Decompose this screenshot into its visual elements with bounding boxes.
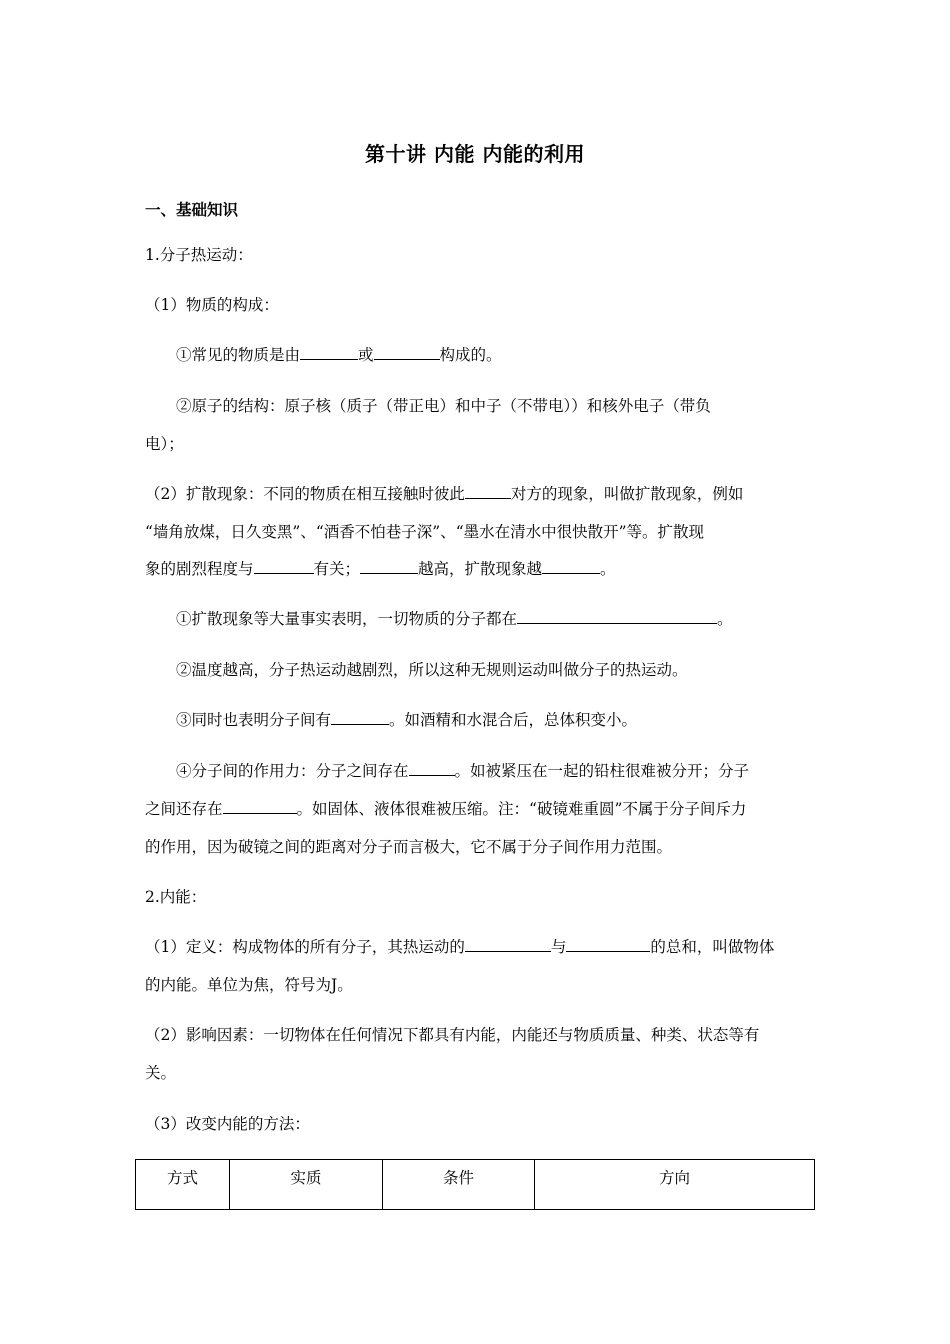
- text: 象的剧烈程度与: [145, 560, 254, 578]
- paragraph: 的内能。单位为焦，符号为J。: [145, 976, 353, 994]
- fill-blank: [517, 609, 717, 624]
- sub-heading: （3）改变内能的方法：: [145, 1115, 310, 1133]
- fill-blank: [409, 761, 455, 776]
- table-header-cell: 实质: [230, 1160, 383, 1210]
- fill-blank: [223, 799, 297, 814]
- item-heading: 2.内能：: [145, 888, 207, 906]
- text: 或: [358, 346, 374, 364]
- text: 有关；: [313, 560, 361, 578]
- fill-blank: [566, 937, 650, 952]
- table-header-cell: 方向: [535, 1160, 815, 1210]
- paragraph: ②温度越高，分子热运动越剧烈，所以这种无规则运动叫做分子的热运动。: [176, 661, 688, 679]
- paragraph: [145, 482, 743, 504]
- paragraph: [145, 797, 746, 819]
- paragraph: （2）影响因素：一切物体在任何情况下都具有内能，内能还与物质质量、种类、状态等有: [145, 1026, 760, 1044]
- fill-blank: [300, 345, 358, 360]
- text: 构成的。: [439, 346, 502, 364]
- paragraph: [145, 935, 774, 957]
- fill-blank: [542, 559, 600, 574]
- text: ①扩散现象等大量事实表明，一切物质的分子都在: [176, 610, 518, 628]
- text: ③同时也表明分子间有: [176, 711, 332, 729]
- paragraph: 的作用，因为破镜之间的距离对分子而言极大，它不属于分子间作用力范围。: [145, 838, 673, 856]
- text: 。如酒精和水混合后，总体积变小。: [389, 711, 638, 729]
- fill-blank: [465, 484, 511, 499]
- paragraph: “墙角放煤，日久变黑”、“酒香不怕巷子深”、“墨水在清水中很快散开”等。扩散现: [145, 523, 705, 541]
- item-heading: 1.分子热运动：: [145, 246, 253, 264]
- text: 与: [550, 938, 567, 956]
- text: ①常见的物质是由: [176, 346, 301, 364]
- text: 的总和，叫做物体: [650, 938, 775, 956]
- paragraph: ②原子的结构：原子核（质子（带正电）和中子（不带电））和核外电子（带负: [176, 397, 711, 415]
- paragraph: [176, 759, 749, 781]
- text: 。如固体、液体很难被压缩。注：“破镜难重圆”不属于分子间斥力: [296, 800, 747, 818]
- text: ④分子间的作用力：分子之间存在: [176, 762, 409, 780]
- text: 越高，扩散现象越: [418, 560, 543, 578]
- fill-blank: [374, 345, 440, 360]
- fill-blank: [331, 710, 389, 725]
- text: （2）扩散现象：不同的物质在相互接触时彼此: [145, 485, 465, 503]
- table-header-cell: 方式: [136, 1160, 230, 1210]
- methods-table: [135, 1159, 815, 1210]
- paragraph: 电）；: [145, 435, 184, 453]
- fill-blank: [254, 559, 314, 574]
- text: 。如被紧压在一起的铅柱很难被分开；分子: [454, 762, 750, 780]
- paragraph: [176, 708, 637, 730]
- sub-heading: （1）物质的构成：: [145, 296, 279, 314]
- section-heading: 一、基础知识: [145, 200, 239, 219]
- table-header-cell: 条件: [383, 1160, 535, 1210]
- fill-blank: [360, 559, 418, 574]
- text: （1）定义：构成物体的所有分子，其热运动的: [145, 938, 465, 956]
- paragraph: [145, 557, 616, 579]
- paragraph: [176, 607, 733, 629]
- fill-blank: [465, 937, 551, 952]
- text: 。: [600, 560, 616, 578]
- page-title: 第十讲 内能 内能的利用: [365, 142, 585, 166]
- table-header-row: [136, 1160, 815, 1210]
- text: 之间还存在: [145, 800, 223, 818]
- text: 对方的现象，叫做扩散现象，例如: [510, 485, 744, 503]
- paragraph: 关。: [145, 1064, 177, 1082]
- text: 。: [717, 610, 733, 628]
- paragraph: [176, 343, 502, 365]
